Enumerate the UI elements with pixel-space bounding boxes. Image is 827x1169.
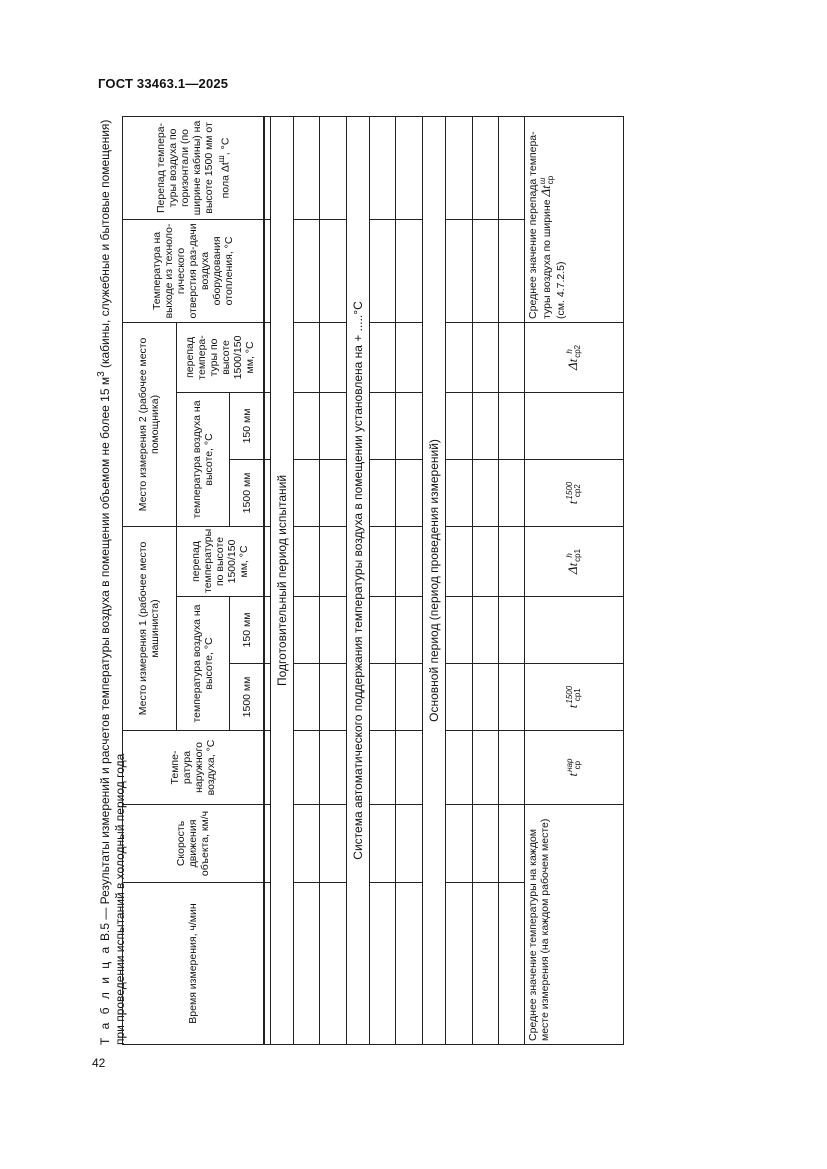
- average-row: [525, 116, 624, 1044]
- symbol-t1500-avg-1: t 1500 ср1: [525, 664, 624, 731]
- section-prep: Подготовительный период испытаний: [270, 116, 293, 1044]
- table-row: [320, 116, 346, 1044]
- header-place-2: Место измерения 2 (рабочее место помощника): [123, 322, 177, 526]
- table-row: [293, 116, 319, 1044]
- caption-label: Т а б л и ц а: [98, 944, 112, 1045]
- header-horizontal-diff: Перепад темпера-туры воздуха по горизонтали (по ширине кабины) на высоте 1500 мм от пола $\Delta t^ш$, °С: [123, 116, 265, 219]
- caption-text: — Результаты измерений и расчетов температуры воздуха в помещении объемом не более 15 м: [98, 376, 112, 923]
- symbol-dth-avg-2: Δt h ср2: [525, 322, 624, 392]
- header-place-1: Место измерения 1 (рабочее место машиниста): [123, 526, 177, 730]
- symbol-outdoor-avg: t нар ср: [525, 731, 624, 805]
- header-diff-2: перепад темпера-туры по высоте 1500/150 мм, °С: [176, 322, 264, 392]
- header-outlet-temp: Температура на выходе из техноло-гического отверстия раз-дачи воздуха оборудования отопления, °С: [123, 219, 265, 322]
- header-h1500-1: 1500 мм: [229, 664, 264, 731]
- header-h150-1: 150 мм: [229, 597, 264, 664]
- results-table: [122, 116, 624, 1045]
- section-main: Основной период (период проведения измерений): [422, 116, 445, 1044]
- header-time: Время измерения, ч/мин: [123, 883, 265, 1045]
- horizontal-average: Среднее значение перепада темпера-туры воздуха по ширине Δt ш ср (см. 4.7.2.5): [525, 116, 624, 322]
- table-row: [369, 116, 395, 1044]
- average-label: Среднее значение температуры на каждом месте измерения (на каждом рабочем месте): [525, 805, 624, 1045]
- table-row: [396, 116, 422, 1044]
- header-h150-2: 150 мм: [229, 392, 264, 459]
- caption-line2: при проведении испытаний в холодный период года: [113, 753, 127, 1045]
- table-row: [446, 116, 472, 1044]
- header-diff-1: перепад температуры по высоте 1500/150 мм, °С: [176, 526, 264, 596]
- document-header: ГОСТ 33463.1—2025: [98, 76, 229, 91]
- caption-number: В.5: [98, 923, 112, 942]
- rotated-table-block: [94, 117, 624, 1045]
- caption-sup: 3: [96, 371, 107, 377]
- page-number: 42: [92, 1056, 106, 1070]
- caption-text-tail: (кабины, служебные и бытовые помещения): [98, 119, 112, 372]
- header-h1500-2: 1500 мм: [229, 459, 264, 526]
- section-auto-system: Система автоматического поддержания температуры воздуха в помещении установлена на + .....°С: [346, 116, 369, 1044]
- table-row: [498, 116, 524, 1044]
- symbol-dth-avg-1: Δt h ср1: [525, 526, 624, 596]
- symbol-t1500-avg-2: t 1500 ср2: [525, 459, 624, 526]
- header-air-temp-2: температура воздуха на высоте, °С: [176, 392, 229, 526]
- header-air-temp-1: температура воздуха на высоте, °С: [176, 597, 229, 731]
- header-outdoor-temp: Темпе-ратура наружного воздуха, °С: [123, 731, 265, 805]
- header-speed: Скорость движения объекта, км/ч: [123, 805, 265, 883]
- table-row: [472, 116, 498, 1044]
